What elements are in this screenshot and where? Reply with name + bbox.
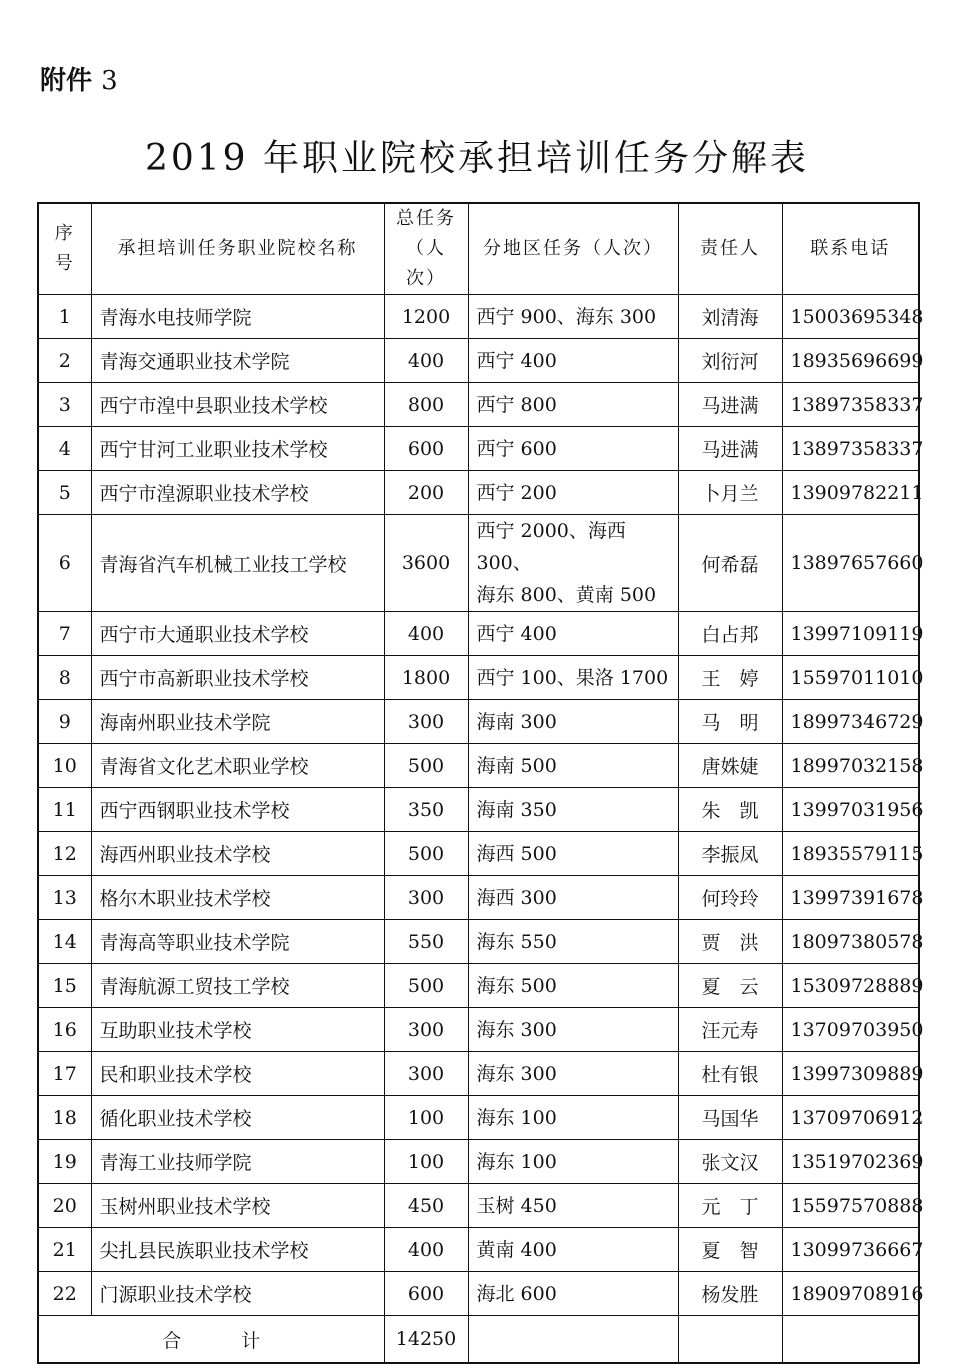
header-total: 总任务 （人次）: [384, 203, 468, 295]
school-cell: 门源职业技术学校: [91, 1272, 384, 1316]
school-cell: 青海水电技师学院: [91, 295, 384, 339]
phone-cell: 18935696699: [782, 339, 919, 383]
school-cell: 青海高等职业技术学院: [91, 920, 384, 964]
school-cell: 尖扎县民族职业技术学校: [91, 1228, 384, 1272]
total-cell: 400: [384, 612, 468, 656]
table-row: [38, 295, 919, 339]
phone-cell: 13099736667: [782, 1228, 919, 1272]
table-row: [38, 788, 919, 832]
table-row: [38, 700, 919, 744]
attachment-label: 附件 3: [40, 66, 118, 96]
region-cell: 海东 100: [468, 1140, 678, 1184]
school-cell: 海西州职业技术学校: [91, 832, 384, 876]
phone-cell: 15003695348: [782, 295, 919, 339]
table-row: [38, 612, 919, 656]
total-empty-phone: [782, 1316, 919, 1364]
region-cell: 西宁 100、果洛 1700: [468, 656, 678, 700]
person-cell: 杜有银: [678, 1052, 782, 1096]
table-row: [38, 744, 919, 788]
total-cell: 550: [384, 920, 468, 964]
person-cell: 张文汉: [678, 1140, 782, 1184]
person-cell: 马 明: [678, 700, 782, 744]
table-row: [38, 920, 919, 964]
seq-cell: 1: [38, 295, 91, 339]
table-row: [38, 427, 919, 471]
table-row: [38, 1140, 919, 1184]
seq-cell: 18: [38, 1096, 91, 1140]
total-cell: 500: [384, 964, 468, 1008]
table-row: [38, 876, 919, 920]
total-cell: 100: [384, 1096, 468, 1140]
header-person: 责任人: [678, 203, 782, 295]
header-region: 分地区任务（人次）: [468, 203, 678, 295]
table-row: [38, 1184, 919, 1228]
total-cell: 1800: [384, 656, 468, 700]
school-cell: 西宁西钢职业技术学校: [91, 788, 384, 832]
phone-cell: 13997391678: [782, 876, 919, 920]
table-row: [38, 383, 919, 427]
seq-cell: 22: [38, 1272, 91, 1316]
total-cell: 300: [384, 876, 468, 920]
phone-cell: 13909782211: [782, 471, 919, 515]
school-cell: 循化职业技术学校: [91, 1096, 384, 1140]
phone-cell: 13709703950: [782, 1008, 919, 1052]
total-label: 合计: [38, 1316, 384, 1364]
region-cell: 黄南 400: [468, 1228, 678, 1272]
school-cell: 西宁甘河工业职业技术学校: [91, 427, 384, 471]
table-row: [38, 656, 919, 700]
phone-cell: 15597570888: [782, 1184, 919, 1228]
region-cell: 海东 500: [468, 964, 678, 1008]
total-cell: 200: [384, 471, 468, 515]
seq-cell: 19: [38, 1140, 91, 1184]
seq-cell: 17: [38, 1052, 91, 1096]
table-row: [38, 1272, 919, 1316]
header-seq: 序号: [38, 203, 91, 295]
person-cell: 刘衍河: [678, 339, 782, 383]
total-cell: 300: [384, 1052, 468, 1096]
seq-cell: 11: [38, 788, 91, 832]
school-cell: 民和职业技术学校: [91, 1052, 384, 1096]
region-cell: 海东 300: [468, 1052, 678, 1096]
phone-cell: 13997109119: [782, 612, 919, 656]
person-cell: 唐姝婕: [678, 744, 782, 788]
person-cell: 杨发胜: [678, 1272, 782, 1316]
region-cell: 海南 350: [468, 788, 678, 832]
school-cell: 海南州职业技术学院: [91, 700, 384, 744]
total-cell: 3600: [384, 515, 468, 612]
attachment-number: 3: [101, 66, 118, 96]
region-cell: 海北 600: [468, 1272, 678, 1316]
total-cell: 300: [384, 700, 468, 744]
school-cell: 格尔木职业技术学校: [91, 876, 384, 920]
total-cell: 600: [384, 1272, 468, 1316]
person-cell: 马进满: [678, 427, 782, 471]
total-cell: 350: [384, 788, 468, 832]
seq-cell: 7: [38, 612, 91, 656]
seq-cell: 13: [38, 876, 91, 920]
seq-cell: 15: [38, 964, 91, 1008]
table-row: [38, 832, 919, 876]
total-cell: 600: [384, 427, 468, 471]
seq-cell: 2: [38, 339, 91, 383]
region-cell: 西宁 900、海东 300: [468, 295, 678, 339]
total-cell: 400: [384, 1228, 468, 1272]
phone-cell: 15597011010: [782, 656, 919, 700]
table-row: [38, 1096, 919, 1140]
table-row: [38, 515, 919, 612]
seq-cell: 5: [38, 471, 91, 515]
seq-cell: 8: [38, 656, 91, 700]
total-cell: 1200: [384, 295, 468, 339]
total-cell: 500: [384, 744, 468, 788]
phone-cell: 13519702369: [782, 1140, 919, 1184]
total-row: [38, 1316, 919, 1364]
person-cell: 何希磊: [678, 515, 782, 612]
person-cell: 卜月兰: [678, 471, 782, 515]
seq-cell: 21: [38, 1228, 91, 1272]
table-row: [38, 1228, 919, 1272]
person-cell: 李振凤: [678, 832, 782, 876]
seq-cell: 16: [38, 1008, 91, 1052]
school-cell: 西宁市高新职业技术学校: [91, 656, 384, 700]
phone-cell: 13709706912: [782, 1096, 919, 1140]
page-title: 2019 年职业院校承担培训任务分解表: [144, 138, 810, 179]
phone-cell: 13897657660: [782, 515, 919, 612]
person-cell: 何玲玲: [678, 876, 782, 920]
phone-cell: 13897358337: [782, 383, 919, 427]
task-table: [37, 202, 924, 1364]
school-cell: 西宁市湟源职业技术学校: [91, 471, 384, 515]
school-cell: 西宁市大通职业技术学校: [91, 612, 384, 656]
seq-cell: 14: [38, 920, 91, 964]
school-cell: 青海省文化艺术职业学校: [91, 744, 384, 788]
phone-cell: 15309728889: [782, 964, 919, 1008]
phone-cell: 13997031956: [782, 788, 919, 832]
total-cell: 450: [384, 1184, 468, 1228]
phone-cell: 18097380578: [782, 920, 919, 964]
table-row: [38, 471, 919, 515]
phone-cell: 13897358337: [782, 427, 919, 471]
person-cell: 刘清海: [678, 295, 782, 339]
region-cell: 海东 100: [468, 1096, 678, 1140]
total-cell: 500: [384, 832, 468, 876]
school-cell: 互助职业技术学校: [91, 1008, 384, 1052]
region-cell: 海东 550: [468, 920, 678, 964]
region-cell: 西宁 400: [468, 612, 678, 656]
person-cell: 元 丁: [678, 1184, 782, 1228]
region-cell: 西宁 2000、海西 300、 海东 800、黄南 500: [468, 515, 678, 612]
total-cell: 400: [384, 339, 468, 383]
header-phone: 联系电话: [782, 203, 919, 295]
phone-cell: 18997346729: [782, 700, 919, 744]
seq-cell: 9: [38, 700, 91, 744]
total-value: 14250: [384, 1316, 468, 1364]
region-cell: 海南 500: [468, 744, 678, 788]
total-empty-region: [468, 1316, 678, 1364]
school-cell: 青海交通职业技术学院: [91, 339, 384, 383]
total-cell: 100: [384, 1140, 468, 1184]
header-school: 承担培训任务职业院校名称: [91, 203, 384, 295]
school-cell: 玉树州职业技术学校: [91, 1184, 384, 1228]
phone-cell: 18935579115: [782, 832, 919, 876]
region-cell: 西宁 400: [468, 339, 678, 383]
person-cell: 夏 智: [678, 1228, 782, 1272]
person-cell: 汪元寿: [678, 1008, 782, 1052]
total-empty-person: [678, 1316, 782, 1364]
person-cell: 马国华: [678, 1096, 782, 1140]
region-cell: 海西 500: [468, 832, 678, 876]
person-cell: 朱 凯: [678, 788, 782, 832]
seq-cell: 20: [38, 1184, 91, 1228]
school-cell: 青海省汽车机械工业技工学校: [91, 515, 384, 612]
seq-cell: 10: [38, 744, 91, 788]
table-row: [38, 1052, 919, 1096]
person-cell: 马进满: [678, 383, 782, 427]
region-cell: 海东 300: [468, 1008, 678, 1052]
region-cell: 海西 300: [468, 876, 678, 920]
seq-cell: 12: [38, 832, 91, 876]
school-cell: 青海工业技师学院: [91, 1140, 384, 1184]
phone-cell: 18909708916: [782, 1272, 919, 1316]
person-cell: 王 婷: [678, 656, 782, 700]
person-cell: 白占邦: [678, 612, 782, 656]
person-cell: 贾 洪: [678, 920, 782, 964]
region-cell: 玉树 450: [468, 1184, 678, 1228]
total-cell: 300: [384, 1008, 468, 1052]
seq-cell: 6: [38, 515, 91, 612]
school-cell: 青海航源工贸技工学校: [91, 964, 384, 1008]
region-cell: 海南 300: [468, 700, 678, 744]
table-row: [38, 1008, 919, 1052]
seq-cell: 4: [38, 427, 91, 471]
person-cell: 夏 云: [678, 964, 782, 1008]
region-cell: 西宁 200: [468, 471, 678, 515]
phone-cell: 18997032158: [782, 744, 919, 788]
phone-cell: 13997309889: [782, 1052, 919, 1096]
seq-cell: 3: [38, 383, 91, 427]
total-cell: 800: [384, 383, 468, 427]
table-row: [38, 339, 919, 383]
header-row: [38, 203, 919, 295]
table-row: [38, 964, 919, 1008]
school-cell: 西宁市湟中县职业技术学校: [91, 383, 384, 427]
region-cell: 西宁 600: [468, 427, 678, 471]
region-cell: 西宁 800: [468, 383, 678, 427]
